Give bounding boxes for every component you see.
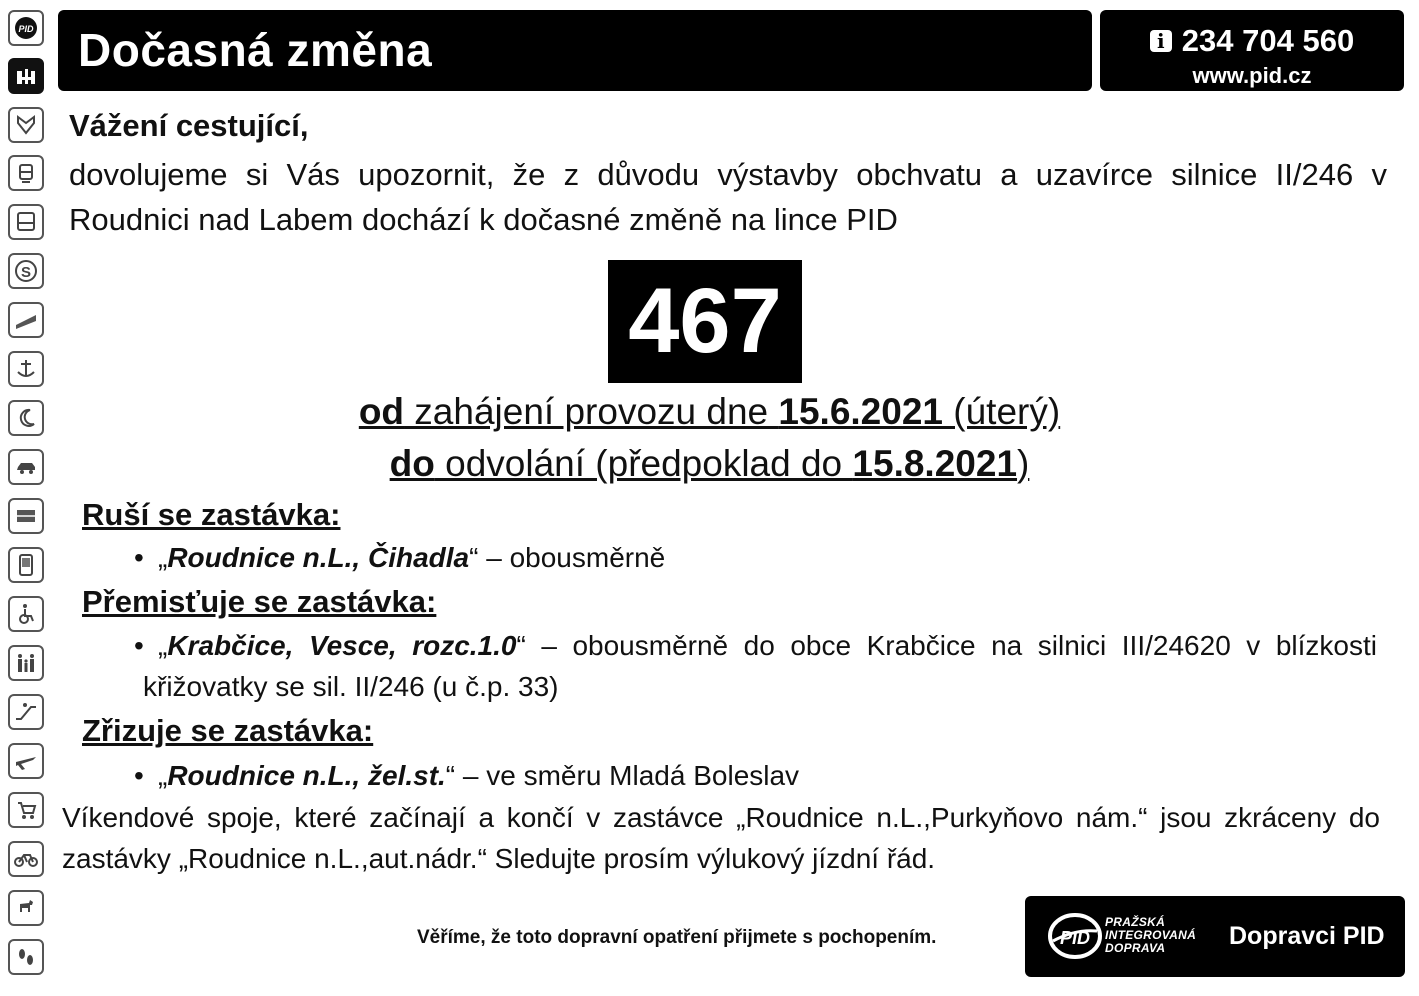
ferry-icon <box>8 351 44 387</box>
stroller-icon <box>8 792 44 828</box>
website-link[interactable]: www.pid.cz <box>1192 63 1312 88</box>
bullet-icon: • <box>134 542 144 573</box>
pid-logo-icon <box>8 10 44 46</box>
validity-to-prefix: do <box>389 443 435 484</box>
logo-line: DOPRAVA <box>1105 941 1166 955</box>
train-icon <box>8 155 44 191</box>
footer-thanks: Věříme, že toto dopravní opatření přijmete s pochopením. <box>417 927 937 948</box>
logo-line: PRAŽSKÁ <box>1105 915 1166 929</box>
open-quote: „ <box>158 542 168 573</box>
list-item-cancelled-stop <box>134 539 665 577</box>
escalator-icon <box>8 694 44 730</box>
greeting: Vážení cestující, <box>69 108 309 143</box>
open-quote: „ <box>158 760 168 791</box>
close-quote: “ <box>469 542 479 573</box>
validity-from-prefix: od <box>358 391 405 432</box>
phone-icon <box>8 547 44 583</box>
validity-to-date: 15.8.2021 <box>852 443 1018 484</box>
footprints-icon <box>8 939 44 975</box>
list-item-relocated-stop <box>134 627 1377 665</box>
funicular-icon <box>8 302 44 338</box>
family-icon <box>8 645 44 681</box>
validity-from-suffix: (úterý) <box>943 391 1061 432</box>
stop-name: Roudnice n.L., žel.st. <box>167 760 446 791</box>
contact-box <box>1100 10 1404 91</box>
close-quote: “ <box>445 760 456 791</box>
dog-icon <box>8 890 44 926</box>
ticket-icon <box>8 498 44 534</box>
section-heading-relocated: Přemisťuje se zastávka: <box>82 584 437 619</box>
close-quote: “ <box>516 630 526 661</box>
metro-icon <box>8 58 44 94</box>
tram-icon <box>8 107 44 143</box>
wheelchair-icon <box>8 596 44 632</box>
bus-icon <box>8 204 44 240</box>
svg-text:PID: PID <box>1059 928 1091 948</box>
bicycle-icon <box>8 841 44 877</box>
svg-text:PID: PID <box>18 24 34 34</box>
pid-logo-icon <box>1047 911 1103 961</box>
validity-to-middle: odvolání (předpoklad do <box>434 443 853 484</box>
list-item-new-stop <box>134 757 799 795</box>
stop-note: – obousměrně do obce Krabčice na silnici III/24620 v blízkosti <box>525 630 1377 661</box>
info-icon: i <box>1150 30 1172 52</box>
relocated-stop-note-continued: křižovatky se sil. II/246 (u č.p. 33) <box>143 671 559 702</box>
validity-to <box>0 442 1419 486</box>
validity-from <box>0 390 1419 434</box>
operator-name: Dopravci PID <box>1229 922 1385 950</box>
phone-number: 234 704 560 <box>1181 23 1355 58</box>
line-number: 467 <box>608 260 802 383</box>
open-quote: „ <box>158 630 168 661</box>
svg-text:S: S <box>20 264 32 281</box>
bullet-icon: • <box>134 630 144 661</box>
logo-line: INTEGROVANÁ <box>1105 928 1197 942</box>
stop-name: Krabčice, Vesce, rozc.1.0 <box>167 630 517 661</box>
section-heading-cancelled: Ruší se zastávka: <box>82 497 341 532</box>
s-train-icon <box>8 253 44 289</box>
intro-text: dovolujeme si Vás upozornit, že z důvodu výstavby obchvatu a uzavírce silnice II/246 v Roudnici nad Labem dochází k dočasné změně na lince PID <box>69 157 1387 237</box>
contact-phone <box>1100 24 1404 58</box>
plane-icon <box>8 743 44 779</box>
validity-from-middle: zahájení provozu dne <box>404 391 779 432</box>
weekend-note: Víkendové spoje, které začínají a končí v zastávce „Roudnice n.L.,Purkyňovo nám.“ jsou zkráceny do zastávky „Roudnice n.L.,aut.nádr.“ Sledujte prosím výlukový jízdní řád. <box>62 802 1380 874</box>
validity-to-suffix: ) <box>1017 443 1030 484</box>
footer-operator-box <box>1025 896 1405 977</box>
section-heading-new: Zřizuje se zastávka: <box>82 713 374 748</box>
pid-logo-text <box>1105 916 1196 955</box>
page-title: Dočasná změna <box>58 10 1092 91</box>
bullet-icon: • <box>134 760 144 791</box>
stop-name: Roudnice n.L., Čihadla <box>167 542 470 573</box>
stop-note: – obousměrně <box>478 542 666 573</box>
stop-note: – ve směru Mladá Boleslav <box>455 760 800 791</box>
validity-from-date: 15.6.2021 <box>778 391 943 432</box>
